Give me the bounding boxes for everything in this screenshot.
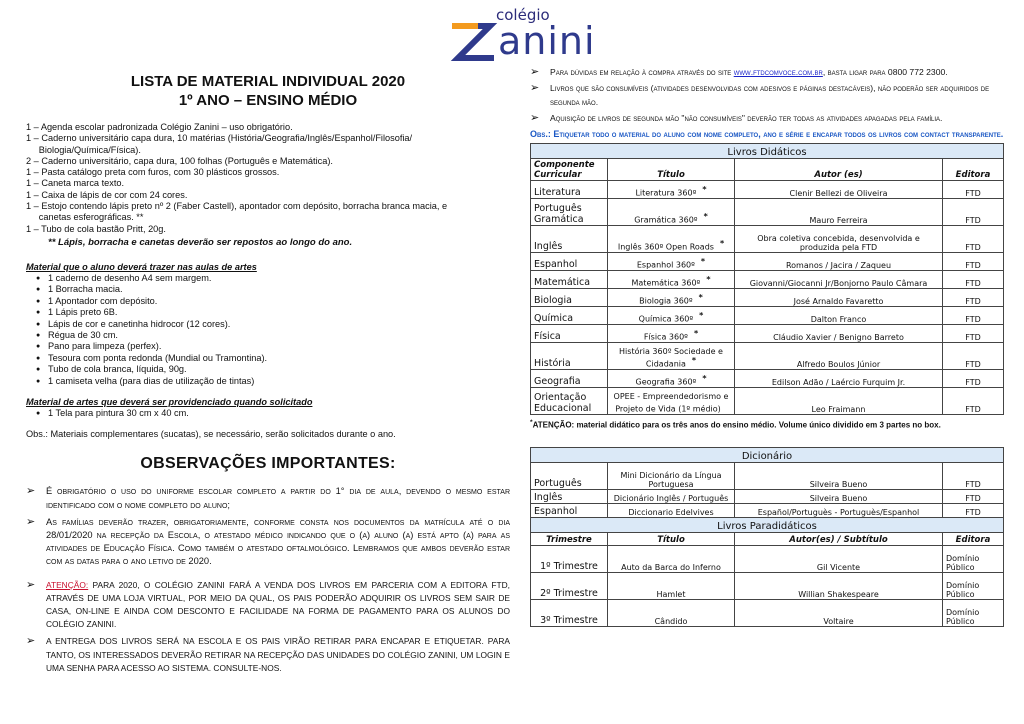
cell-component: Espanhol bbox=[531, 503, 608, 517]
atencao-note: *ATENÇÃO: material didático para os três anos do ensino médio. Volume único dividido em 3 partes no box. bbox=[530, 418, 941, 430]
table-row bbox=[531, 306, 1004, 324]
info-item: ➢ Aquisição de livros de segunda mão "não consumíveis" deverão ter todas as atividades apagadas pela família. bbox=[530, 112, 943, 125]
star-mark: * bbox=[691, 355, 697, 365]
arrow-icon: ➢ bbox=[26, 578, 36, 591]
list-item: ● Pano para limpeza (perfex). bbox=[40, 341, 510, 352]
cell-author: Silveira Bueno bbox=[735, 489, 943, 503]
cell-publisher: FTD bbox=[943, 306, 1004, 324]
cell-component: Espanhol bbox=[531, 252, 608, 270]
table-row bbox=[531, 599, 1004, 626]
table-row bbox=[531, 369, 1004, 387]
cell-component: História bbox=[531, 342, 608, 369]
col-header: Editora bbox=[943, 158, 1004, 180]
cell-title bbox=[608, 270, 735, 288]
col-header: Autor (es) bbox=[735, 158, 943, 180]
cell-author: José Arnaldo Favaretto bbox=[735, 288, 943, 306]
cell-trimester: 3º Trimestre bbox=[531, 599, 608, 626]
cell-title bbox=[608, 225, 735, 252]
list-item: 1 – Pasta catálogo preta com furos, com 30 plásticos grossos. bbox=[26, 167, 280, 178]
col-header: Título bbox=[608, 532, 735, 545]
logo-z-mark bbox=[448, 20, 498, 64]
star-mark: * bbox=[706, 274, 711, 284]
cell-author: Edilson Adão / Laércio Furquim Jr. bbox=[735, 369, 943, 387]
title-text: História 360º Sociedade e Cidadania bbox=[619, 346, 723, 369]
cell-author: Dalton Franco bbox=[735, 306, 943, 324]
list-item: ● Tubo de cola branca, líquida, 90g. bbox=[40, 364, 510, 375]
table-heading: Livros Didáticos bbox=[531, 143, 1004, 158]
info-item: ➢ Para dúvidas em relação à compra através do site www.ftdcomvoce.com.br, basta ligar para 0800 772 2300. bbox=[530, 66, 948, 78]
arrow-icon: ➢ bbox=[26, 485, 36, 498]
list-item: ● 1 caderno de desenho A4 sem margem. bbox=[40, 273, 510, 284]
cell-author: Español/Portuguès - Portuguès/Espanhol bbox=[735, 503, 943, 517]
observation-item: ➢ É obrigatório o uso do uniforme escolar completo a partir do 1° dia de aula, devendo o mesmo estar identificado com o nome completo do aluno; bbox=[26, 485, 510, 510]
cell-publisher: FTD bbox=[943, 252, 1004, 270]
table-row bbox=[531, 489, 1004, 503]
cell-author: Giovanni/Giocanni Jr/Bonjorno Paulo Câmara bbox=[735, 270, 943, 288]
list-item: ● 1 Apontador com depósito. bbox=[40, 296, 510, 307]
star-mark: * bbox=[702, 373, 707, 383]
title-text: Literatura 360º bbox=[635, 188, 697, 198]
list-item: 2 – Caderno universitário, capa dura, 100 folhas (Português e Matemática). bbox=[26, 155, 333, 166]
cell-publisher: FTD bbox=[943, 462, 1004, 489]
list-item: ● Tesoura com ponta redonda (Mundial ou Tramontina). bbox=[40, 353, 510, 364]
observations-title: OBSERVAÇÕES IMPORTANTES: bbox=[140, 455, 396, 473]
cell-component: Inglês bbox=[531, 225, 608, 252]
cell-component: Biologia bbox=[531, 288, 608, 306]
cell-author: Clenir Bellezi de Oliveira bbox=[735, 180, 943, 198]
list-item: 1 – Tubo de cola bastão Pritt, 20g. bbox=[26, 223, 166, 234]
material-list bbox=[26, 122, 510, 235]
cell-publisher: Domínio Público bbox=[943, 572, 1004, 599]
list-subtitle: 1º ANO – ENSINO MÉDIO bbox=[178, 92, 358, 109]
dicionario-rows bbox=[531, 462, 1004, 517]
list-item: ● 1 Lápis preto 6B. bbox=[40, 307, 510, 318]
title-text: Espanhol 360º bbox=[636, 260, 695, 270]
list-item: ● 1 Borracha macia. bbox=[40, 284, 510, 295]
arrow-icon: ➢ bbox=[530, 112, 540, 125]
list-item: ● Régua de 30 cm. bbox=[40, 330, 510, 341]
col-header: Trimestre bbox=[531, 532, 608, 545]
arts2-list bbox=[26, 408, 510, 419]
list-item: 1 – Agenda escolar padronizada Colégio Zanini – uso obrigatório. bbox=[26, 122, 293, 132]
arrow-icon: ➢ bbox=[26, 635, 36, 648]
cell-author: Leo Fraimann bbox=[735, 387, 943, 414]
dicionario-table bbox=[530, 447, 1004, 627]
cell-publisher: FTD bbox=[943, 288, 1004, 306]
table-row bbox=[531, 462, 1004, 489]
star-mark: * bbox=[703, 211, 708, 221]
col-header: Editora bbox=[943, 532, 1004, 545]
table-row bbox=[531, 503, 1004, 517]
cell-title: Mini Dicionário da Língua Portuguesa bbox=[608, 462, 735, 489]
cell-component: Geografia bbox=[531, 369, 608, 387]
left-column bbox=[26, 66, 510, 675]
cell-author: Willian Shakespeare bbox=[735, 572, 943, 599]
logo bbox=[448, 6, 598, 64]
cell-author: Voltaire bbox=[735, 599, 943, 626]
table-heading: Dicionário bbox=[531, 447, 1004, 462]
star-mark: * bbox=[702, 184, 707, 194]
cell-title bbox=[608, 180, 735, 198]
cell-author: Mauro Ferreira bbox=[735, 198, 943, 225]
table-row bbox=[531, 252, 1004, 270]
cell-publisher: Domínio Público bbox=[943, 545, 1004, 572]
arrow-icon: ➢ bbox=[26, 515, 36, 528]
list-item: 1 – Estojo contendo lápis preto nº 2 (Faber Castell), apontador com depósito, borracha branca macia, e canetas esferográficas. ** bbox=[26, 201, 448, 223]
table-row bbox=[531, 288, 1004, 306]
star-mark: * bbox=[699, 310, 704, 320]
table-row bbox=[531, 572, 1004, 599]
table-heading: Livros Paradidáticos bbox=[531, 517, 1004, 532]
title-text: Gramática 360º bbox=[634, 215, 698, 225]
cell-publisher: FTD bbox=[943, 198, 1004, 225]
observation-item: ➢ ATENÇÃO: PARA 2020, O COLÉGIO ZANINI FARÁ A VENDA DOS LIVROS EM PARCERIA COM A EDITORA FTD, ATRAVÉS DE UMA LOJA VIRTUAL, POR MEIO DA QUAL, OS PAIS PODERÃO ADQUIRIR OS LIVROS SEM SAIR DE CASA, ON-LINE E AINDA COM DESCONTO E FACILIDADE NA FORMA DE PAGAMENTO PARA OS ALUNOS DO COLÉGIO ZANINI. bbox=[26, 578, 510, 630]
observation-item: ➢ As famílias deverão trazer, obrigatoriamente, conforme consta nos documentos da matrícula até o dia 28/01/2020 na recepção da Escola, o atestado médico indicando que o (a) aluno (a) está apto (a) para as atividades de Educação Física. Como também o atestado oftalmológico. Lembramos que ambos deverão estar com as datas para o ano letivo de 2020. bbox=[26, 515, 510, 567]
cell-publisher: FTD bbox=[943, 342, 1004, 369]
cell-title: Auto da Barca do Inferno bbox=[608, 545, 735, 572]
list-item: ● Lápis de cor e canetinha hidrocor (12 cores). bbox=[40, 319, 510, 330]
title-text: Física 360º bbox=[643, 332, 688, 342]
ftd-link[interactable]: www.ftdcomvoce.com.br bbox=[733, 67, 823, 77]
cell-title bbox=[608, 324, 735, 342]
label-note: Obs.: Etiquetar todo o material do aluno com nome completo, ano e série e encapar todos os livros com contact transparente. bbox=[530, 128, 1004, 139]
cell-publisher: FTD bbox=[943, 324, 1004, 342]
cell-author: Silveira Bueno bbox=[735, 462, 943, 489]
table-row bbox=[531, 270, 1004, 288]
table-row bbox=[531, 180, 1004, 198]
cell-author: Gil Vicente bbox=[735, 545, 943, 572]
logo-big-text: anini bbox=[498, 19, 596, 63]
table-row bbox=[531, 198, 1004, 225]
title-text: Química 360º bbox=[638, 314, 694, 324]
star-mark: * bbox=[693, 328, 699, 338]
cell-author: Alfredo Boulos Júnior bbox=[735, 342, 943, 369]
title-text: Biologia 360º bbox=[639, 296, 693, 306]
cell-publisher: FTD bbox=[943, 387, 1004, 414]
cell-title: Dicionário Inglês / Português bbox=[608, 489, 735, 503]
cell-component: Português bbox=[531, 462, 608, 489]
arrow-icon: ➢ bbox=[530, 82, 540, 95]
title-text: Matemática 360º bbox=[631, 278, 701, 288]
cell-title: Diccionario Edelvives bbox=[608, 503, 735, 517]
title-text: Geografia 360º bbox=[635, 377, 697, 387]
didaticos-table bbox=[530, 143, 1004, 415]
table-row bbox=[531, 324, 1004, 342]
list-item: 1 – Caderno universitário capa dura, 10 matérias (História/Geografia/Inglês/Espanhol/Filosofia/ Biologia/Química/Física). bbox=[26, 133, 413, 155]
list-item: ● 1 Tela para pintura 30 cm x 40 cm. bbox=[40, 408, 510, 419]
cell-component: Física bbox=[531, 324, 608, 342]
cell-title bbox=[608, 252, 735, 270]
star-mark: * bbox=[698, 292, 703, 302]
col-header: Componente Curricular bbox=[531, 158, 608, 180]
observation-item: ➢ A ENTREGA DOS LIVROS SERÁ NA ESCOLA E OS PAIS VIRÃO RETIRAR PARA ENCAPAR E ETIQUETAR. PARA TANTO, OS INTERESSADOS DEVERÃO RETIRAR NA RECEPÇÃO DAS UNIDADES DO COLÉGIO ZANINI, UM LOGIN E UMA SENHA PARA ACESSO AO SISTEMA. CONSULTE-NOS. bbox=[26, 635, 510, 673]
paradidaticos-rows bbox=[531, 545, 1004, 626]
list-item: 1 – Caneta marca texto. bbox=[26, 178, 125, 189]
cell-title bbox=[608, 369, 735, 387]
cell-publisher: FTD bbox=[943, 180, 1004, 198]
replacement-note: ** Lápis, borracha e canetas deverão ser repostos ao longo do ano. bbox=[48, 236, 353, 248]
didaticos-rows bbox=[531, 180, 1004, 414]
cell-title bbox=[608, 198, 735, 225]
cell-trimester: 2º Trimestre bbox=[531, 572, 608, 599]
col-header: Autor(es) / Subtítulo bbox=[735, 532, 943, 545]
table-row bbox=[531, 342, 1004, 369]
table-row bbox=[531, 225, 1004, 252]
cell-title bbox=[608, 342, 735, 369]
star-mark: * bbox=[700, 256, 706, 266]
cell-trimester: 1º Trimestre bbox=[531, 545, 608, 572]
cell-title: Cândido bbox=[608, 599, 735, 626]
obs-text: Obs.: Materiais complementares (sucatas), se necessário, serão solicitados durante o ano. bbox=[26, 429, 396, 440]
list-item: ● 1 camiseta velha (para dias de utilização de tintas) bbox=[40, 376, 510, 387]
cell-publisher: FTD bbox=[943, 489, 1004, 503]
title-text: OPEE - Empreendedorismo e Projeto de Vida (1º médio) bbox=[613, 391, 729, 414]
list-item: 1 – Caixa de lápis de cor com 24 cores. bbox=[26, 189, 188, 200]
info-item: ➢ Livros que são consumíveis (atividades desenvolvidas com adesivos e páginas destacáveis), não poderão ser adquiridos de segunda mão. bbox=[530, 82, 990, 107]
cell-publisher: FTD bbox=[943, 503, 1004, 517]
cell-publisher: FTD bbox=[943, 369, 1004, 387]
arts2-title: Material de artes que deverá ser providenciado quando solicitado bbox=[26, 397, 313, 408]
cell-author: Cláudio Xavier / Benigno Barreto bbox=[735, 324, 943, 342]
cell-title bbox=[608, 306, 735, 324]
cell-publisher: FTD bbox=[943, 225, 1004, 252]
title-text: Inglês 360º Open Roads bbox=[617, 242, 714, 252]
arts-title: Material que o aluno deverá trazer nas aulas de artes bbox=[26, 261, 257, 272]
cell-author: Obra coletiva concebida, desenvolvida e produzida pela FTD bbox=[735, 225, 943, 252]
cell-component: Química bbox=[531, 306, 608, 324]
cell-title bbox=[608, 288, 735, 306]
cell-publisher: FTD bbox=[943, 270, 1004, 288]
logo-small-text: colégio bbox=[496, 6, 550, 24]
cell-component: Matemática bbox=[531, 270, 608, 288]
list-title: LISTA DE MATERIAL INDIVIDUAL 2020 bbox=[130, 73, 406, 90]
col-header: Título bbox=[608, 158, 735, 180]
cell-component: Literatura bbox=[531, 180, 608, 198]
right-column bbox=[530, 66, 1004, 627]
cell-component: Orientação Educacional bbox=[531, 387, 608, 414]
cell-author: Romanos / Jacira / Zaqueu bbox=[735, 252, 943, 270]
star-mark: * bbox=[719, 238, 725, 248]
arts-list bbox=[26, 273, 510, 387]
cell-component: Inglês bbox=[531, 489, 608, 503]
table-row bbox=[531, 387, 1004, 414]
arrow-icon: ➢ bbox=[530, 66, 540, 78]
cell-title bbox=[608, 387, 735, 414]
cell-title: Hamlet bbox=[608, 572, 735, 599]
cell-component: Português Gramática bbox=[531, 198, 608, 225]
cell-publisher: Domínio Público bbox=[943, 599, 1004, 626]
table-row bbox=[531, 545, 1004, 572]
